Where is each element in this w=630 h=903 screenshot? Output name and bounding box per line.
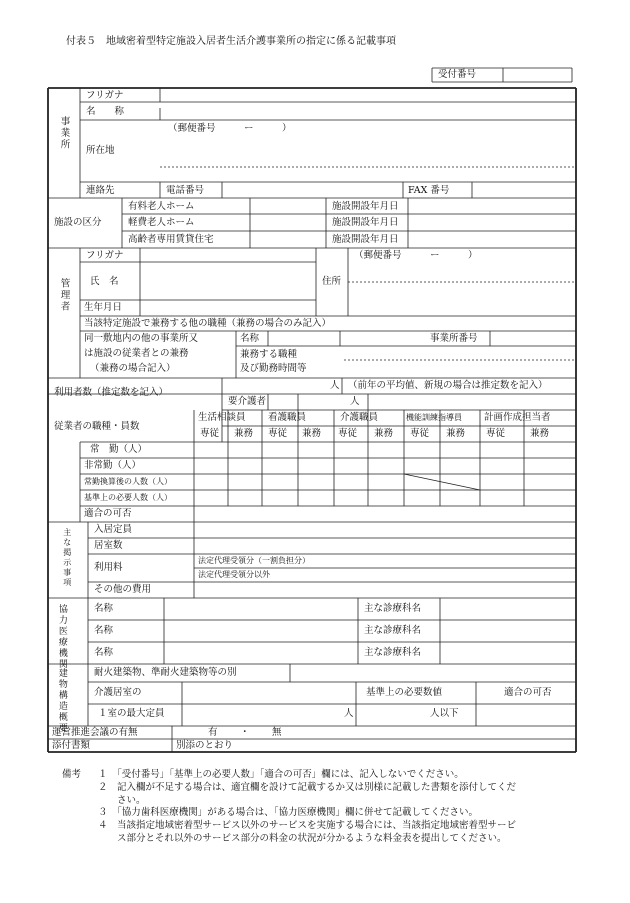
- main-row-3: 利用料: [94, 562, 123, 573]
- room-label-1: 介護居室の: [94, 687, 142, 698]
- furigana-label: フリガナ: [86, 90, 124, 101]
- fee-2: 法定代理受領分以外: [198, 570, 270, 579]
- coop-dept-2: 主な診療科名: [364, 625, 422, 636]
- office-number-label: 事業所番号: [430, 333, 478, 344]
- ken-2: 兼務: [302, 428, 322, 439]
- ken-5: 兼務: [530, 428, 550, 439]
- sen-1: 専従: [200, 428, 220, 439]
- below-label: 人以下: [430, 708, 459, 719]
- note-2b: さい。: [98, 795, 146, 806]
- manager-name-label: 氏 名: [90, 276, 119, 287]
- job-col-4: 機能訓練指導員: [406, 413, 462, 422]
- main-row-1: 入居定員: [94, 524, 133, 535]
- ken-4: 兼務: [446, 428, 466, 439]
- user-unit-1: 人: [330, 380, 340, 391]
- meeting-dot: ・: [240, 727, 250, 738]
- user-count-label: 利用者数（推定数を記入）: [54, 387, 169, 398]
- facility-type-3: 高齢者専用賃貸住宅: [128, 234, 214, 245]
- sen-2: 専従: [268, 428, 288, 439]
- meeting-label: 運営推進会議の有無: [52, 727, 138, 738]
- notes-head: 備考: [62, 769, 82, 780]
- job-col-1: 生活相談員: [198, 412, 246, 423]
- staff-row-1: 常 勤（人）: [90, 444, 148, 455]
- coop-dept-1: 主な診療科名: [364, 603, 422, 614]
- open-date-label-1: 施設開設年月日: [332, 201, 399, 212]
- meeting-no[interactable]: 無: [272, 727, 282, 738]
- std-label: 基準上の必要数値: [366, 687, 443, 698]
- sen-5: 専従: [486, 428, 506, 439]
- staff-row-3: 常勤換算後の人数（人）: [84, 477, 172, 486]
- birthdate-label: 生年月日: [84, 302, 123, 313]
- meeting-yes[interactable]: 有: [208, 727, 218, 738]
- facility-type-1: 有料老人ホーム: [128, 201, 195, 212]
- coop-dept-3: 主な診療科名: [364, 647, 422, 658]
- fire-label: 耐火建築物、準耐火建築物等の別: [94, 667, 237, 678]
- fax-label: FAX 番号: [408, 185, 450, 196]
- note-3: ３ 「協力歯科医療機関」がある場合は、「協力医療機関」欄に併せて記載してください。: [98, 807, 479, 818]
- other-job-label: 当該特定施設で兼務する他の職種（兼務の場合のみ記入）: [84, 318, 332, 329]
- job-col-2: 看護職員: [268, 412, 307, 423]
- page-title: 付表５ 地域密着型特定施設入居者生活介護事業所の指定に係る記載事項: [66, 36, 396, 47]
- receipt-number-label: 受付番号: [438, 69, 477, 80]
- other-office-3: （兼務の場合記入）: [90, 363, 176, 374]
- other-office-1: 同一敷地内の他の事業所又: [84, 333, 199, 344]
- job-label-2: 及び勤務時間等: [240, 363, 307, 374]
- building-section: 建物構造概要: [56, 668, 67, 734]
- staff-row-4: 基準上の必要人数（人）: [84, 493, 172, 502]
- other-office-name-label: 名称: [240, 333, 260, 344]
- room-label-2: １室の最大定員: [98, 708, 165, 719]
- note-4: ４ 当該指定地域密着型サービス以外のサービスを実施する場合には、当該指定地域密着型サービ: [98, 820, 517, 831]
- manager-address-label: 住所: [322, 276, 342, 287]
- user-unit-2: 人: [350, 396, 360, 407]
- ok-label: 適合の可否: [504, 687, 552, 698]
- ken-3: 兼務: [374, 428, 394, 439]
- other-office-2: は施設の従業者との兼務: [84, 348, 189, 359]
- contact-label: 連絡先: [86, 185, 115, 196]
- address-label: 所在地: [86, 145, 115, 156]
- staff-label: 従業者の職種・員数: [54, 421, 140, 432]
- fee-1: 法定代理受領分（一割負担分）: [198, 556, 310, 565]
- job-col-5: 計画作成担当者: [484, 412, 551, 423]
- main-row-4: その他の費用: [94, 584, 152, 595]
- user-note: （前年の平均値、新規の場合は推定数を記入）: [348, 380, 548, 391]
- job-col-3: 介護職員: [340, 412, 379, 423]
- ken-1: 兼務: [234, 428, 254, 439]
- sen-4: 専従: [410, 428, 430, 439]
- attach-label: 添付書類: [52, 740, 91, 751]
- postal-code-field[interactable]: （郵便番号 ー ）: [168, 123, 292, 134]
- care-person-label: 要介護者: [228, 396, 267, 407]
- note-2: ２ 記入欄が不足する場合は、適宜欄を設けて記載するか又は別様に記載した書類を添付してくだ: [98, 782, 517, 793]
- attach-value: 別添のとおり: [176, 740, 234, 751]
- coop-name-3: 名称: [94, 647, 114, 658]
- staff-row-2: 非常勤（人）: [84, 460, 142, 471]
- tel-label: 電話番号: [166, 185, 205, 196]
- manager-section: 管理者: [58, 278, 70, 313]
- coop-name-2: 名称: [94, 625, 114, 636]
- open-date-label-3: 施設開設年月日: [332, 234, 399, 245]
- note-4b: ス部分とそれ以外のサービス部分の料金の状況が分かるような料金表を提出してください。: [98, 833, 507, 844]
- job-label-1: 兼務する職種: [240, 349, 298, 360]
- sen-3: 専従: [338, 428, 358, 439]
- manager-postal-field[interactable]: （郵便番号 ー ）: [354, 250, 478, 261]
- open-date-label-2: 施設開設年月日: [332, 217, 399, 228]
- main-section: 主な掲示事項: [62, 528, 72, 588]
- manager-furigana-label: フリガナ: [86, 250, 124, 261]
- facility-type-2: 軽費老人ホーム: [128, 217, 195, 228]
- name-label: 名 称: [86, 106, 125, 117]
- staff-row-5: 適合の可否: [84, 508, 132, 519]
- jigyosho-section: 事業所: [58, 116, 70, 151]
- coop-section: 協力医療機関: [56, 604, 67, 670]
- facility-type-label: 施設の区分: [54, 217, 102, 228]
- coop-name-1: 名称: [94, 603, 114, 614]
- person-unit: 人: [344, 708, 354, 719]
- main-row-2: 居室数: [94, 540, 123, 551]
- note-1: １ 「受付番号」「基準上の必要人数」「適合の可否」欄には、記入しないでください。: [98, 769, 464, 780]
